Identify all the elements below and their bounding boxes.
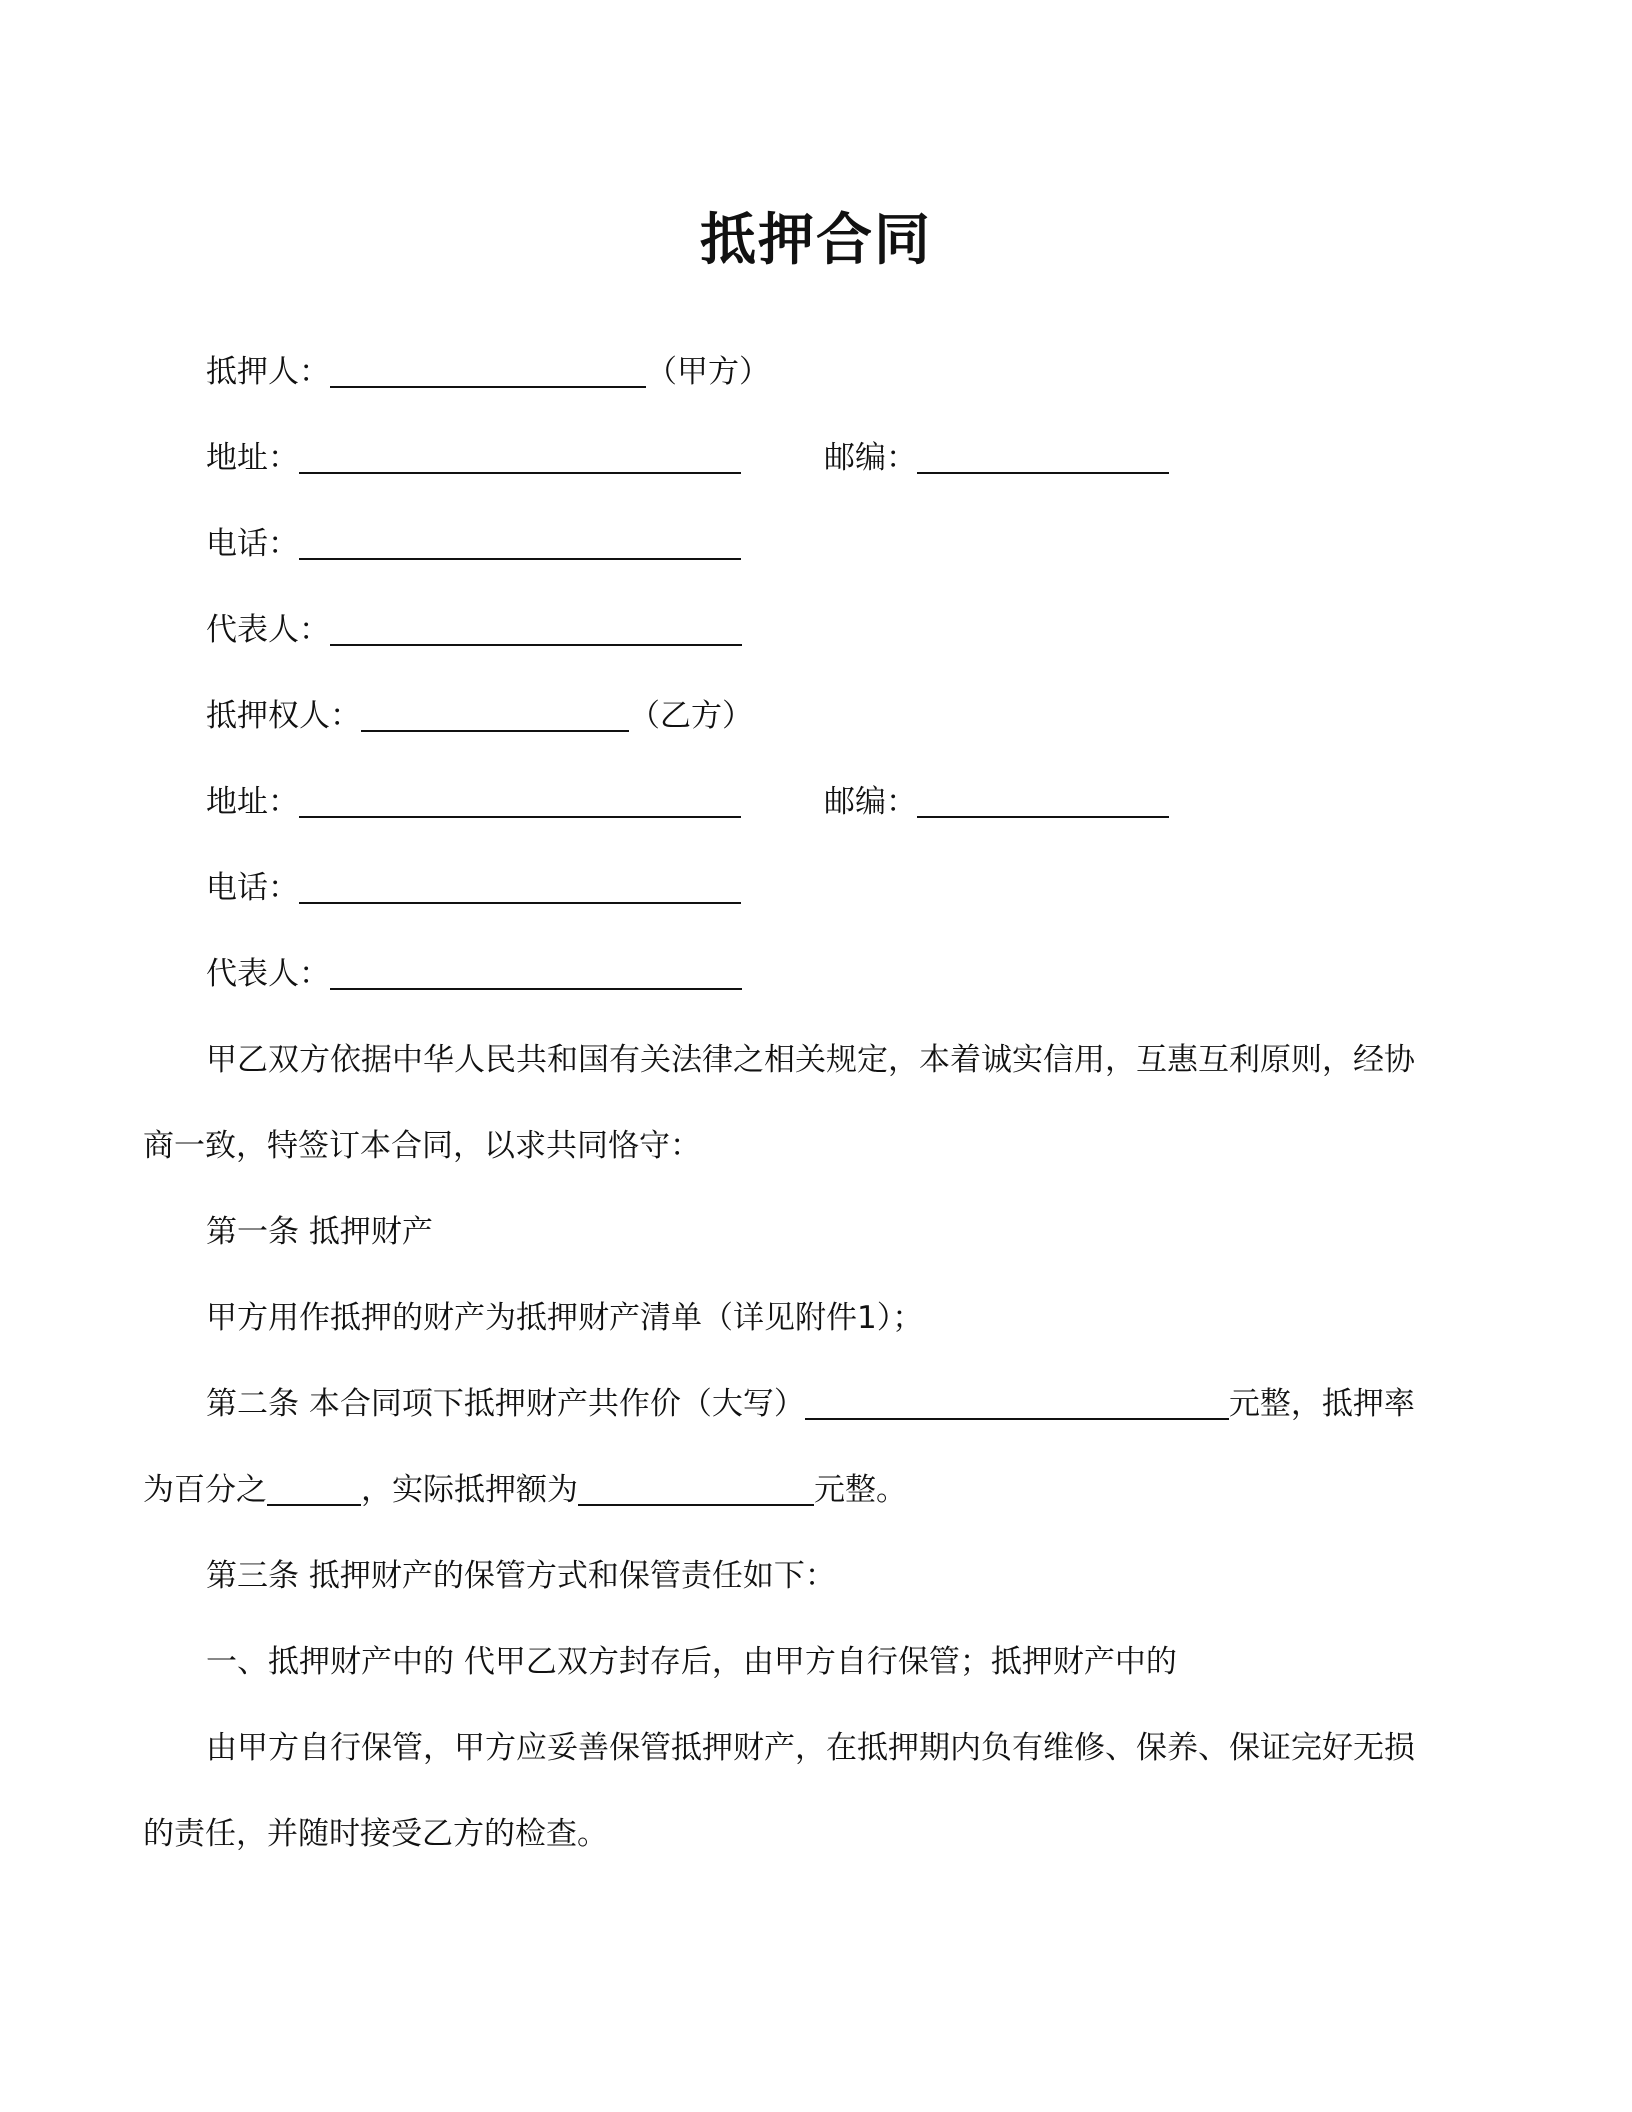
mortgagee-phone-label: 电话： [206,870,299,906]
mortgagor-phone-row [206,524,741,564]
intro-line-1: 甲乙双方依据中华人民共和国有关法律之相关规定，本着诚实信用，互惠互利原则，经协 [206,1042,1415,1078]
article-2-part-c: 为百分之 [143,1472,267,1508]
mortgagee-name-label: 抵押权人： [206,698,361,734]
mortgagor-address-label: 地址： [206,440,299,476]
article-2-part-e: 元整。 [814,1472,907,1508]
mortgagee-rep-row [206,954,742,994]
actual-amount-blank[interactable] [578,1470,814,1506]
mortgagee-address-row [206,782,741,822]
article-3-title: 第三条 抵押财产的保管方式和保管责任如下： [206,1558,836,1594]
mortgagor-party-tag: （甲方） [646,354,770,390]
mortgagor-address-blank[interactable] [299,438,741,474]
mortgagor-name-blank[interactable] [330,352,646,388]
total-value-blank[interactable] [805,1384,1229,1420]
mortgagee-name-blank[interactable] [361,696,629,732]
mortgagor-rep-blank[interactable] [330,610,742,646]
article-1-title: 第一条 抵押财产 [206,1214,433,1250]
article-1-text: 甲方用作抵押的财产为抵押财产清单（详见附件1）； [206,1300,924,1336]
mortgage-rate-blank[interactable] [267,1470,361,1506]
article-2-part-d: ，实际抵押额为 [361,1472,578,1508]
article-2-part-b: 元整，抵押率 [1228,1386,1415,1422]
document-title: 抵押合同 [700,208,932,273]
intro-line-2: 商一致，特签订本合同，以求共同恪守： [143,1128,701,1164]
mortgagor-postcode-label: 邮编： [824,440,917,476]
mortgagee-rep-blank[interactable] [330,954,742,990]
mortgagor-postcode-blank[interactable] [917,438,1169,474]
mortgagee-address-blank[interactable] [299,782,741,818]
mortgagee-phone-row [206,868,741,908]
mortgagor-name-label: 抵押人： [206,354,330,390]
mortgagee-postcode-blank[interactable] [917,782,1169,818]
article-2-line-2 [143,1470,907,1510]
mortgagor-phone-blank[interactable] [299,524,741,560]
mortgagor-rep-row [206,610,742,650]
article-3-line-3: 的责任，并随时接受乙方的检查。 [143,1816,608,1852]
mortgagee-name-row [206,696,753,736]
article-2-part-a: 第二条 本合同项下抵押财产共作价（大写） [206,1386,805,1422]
mortgagor-phone-label: 电话： [206,526,299,562]
mortgagor-address-row [206,438,741,478]
mortgagor-postcode-row [824,438,1169,478]
article-3-line-1: 一、抵押财产中的 代甲乙双方封存后，由甲方自行保管；抵押财产中的 [206,1644,1177,1680]
mortgagor-name-row [206,352,770,392]
mortgagee-address-label: 地址： [206,784,299,820]
mortgagee-postcode-label: 邮编： [824,784,917,820]
article-3-line-2: 由甲方自行保管，甲方应妥善保管抵押财产，在抵押期内负有维修、保养、保证完好无损 [206,1730,1415,1766]
mortgagor-rep-label: 代表人： [206,612,330,648]
mortgagee-party-tag: （乙方） [629,698,753,734]
mortgagee-phone-blank[interactable] [299,868,741,904]
mortgagee-postcode-row [824,782,1169,822]
mortgagee-rep-label: 代表人： [206,956,330,992]
article-2-line-1 [206,1384,1415,1424]
